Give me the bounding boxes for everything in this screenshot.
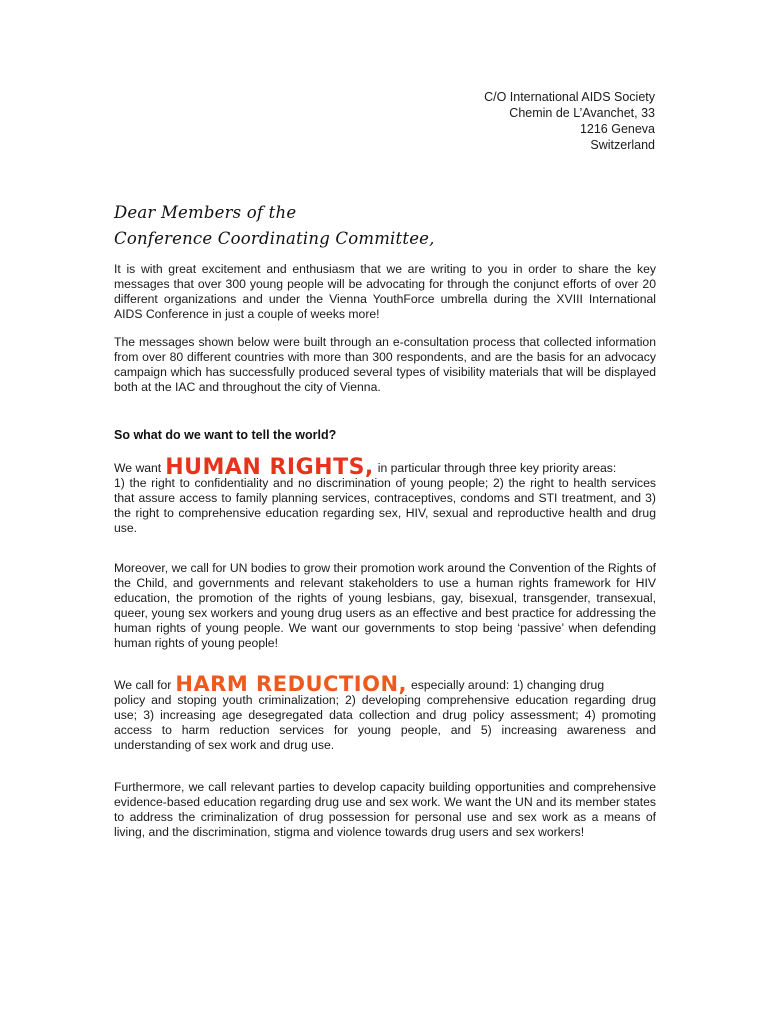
address-line-2: Chemin de L’Avanchet, 33 — [509, 106, 655, 120]
salutation-line-1: Dear Members of the — [114, 203, 297, 222]
address-line-1: C/O International AIDS Society — [484, 90, 655, 104]
human-rights-prefix: We want — [114, 461, 162, 475]
paragraph-human-rights — [114, 455, 656, 536]
paragraph-consultation: The messages shown below were built through an e-consultation process that collected information from over 80 different countries with more than 300 respondents, and are the basis for an advocacy campaign which has successfully produced several types of visibility materials that will be displayed both at the IAC and throughout the city of Vienna. — [114, 335, 656, 394]
harm-reduction-highlight: HARM REDUCTION, — [175, 672, 408, 696]
human-rights-body: 1) the right to confidentiality and no discrimination of young people; 2) the right to health services that assure access to family planning services, contraceptives, condoms and STI treatment, and 3) the right to comprehensive education regarding sex, HIV, sexual and reproductive health and drug use. — [114, 476, 656, 535]
human-rights-highlight: HUMAN RIGHTS, — [165, 455, 374, 480]
harm-reduction-prefix: We call for — [114, 678, 172, 692]
paragraph-intro: It is with great excitement and enthusiasm that we are writing to you in order to share the key messages that over 300 young people will be advocating for through the conjunct efforts of over 20 different organizations and under the Vienna YouthForce umbrella during the XVIII International AIDS Conference in just a couple of weeks more! — [114, 262, 656, 321]
harm-reduction-suffix: especially around: 1) changing drug — [411, 678, 605, 692]
recipient-address — [484, 89, 655, 153]
human-rights-lead-line — [114, 455, 656, 480]
address-line-3: 1216 Geneva — [579, 122, 655, 136]
address-line-4: Switzerland — [590, 138, 655, 152]
salutation-line-2: Conference Coordinating Committee, — [114, 229, 435, 248]
human-rights-suffix: in particular through three key priority areas: — [377, 461, 617, 475]
harm-reduction-lead-line — [114, 672, 656, 696]
salutation — [114, 200, 435, 252]
paragraph-un-bodies: Moreover, we call for UN bodies to grow their promotion work around the Convention of the Rights of the Child, and governments and relevant stakeholders to use a human rights framework for HIV education, the promotion of the rights of young lesbians, gay, bisexual, transgender, transexual, queer, young sex workers and young drug users as an effective and best practice for addressing the human rights of young people. We want our governments to stop being ‘passive’ when defending human rights of young people! — [114, 561, 656, 650]
section-question: So what do we want to tell the world? — [114, 428, 337, 442]
paragraph-harm-reduction — [114, 672, 656, 753]
paragraph-capacity-building: Furthermore, we call relevant parties to develop capacity building opportunities and comprehensive evidence-based education regarding drug use and sex work. We want the UN and its member states to address the criminalization of drug possession for personal use and sex work as a means of living, and the discrimination, stigma and violence towards drug users and sex workers! — [114, 780, 656, 839]
harm-reduction-body: policy and stoping youth criminalization; 2) developing comprehensive education regarding drug use; 3) increasing age desegregated data collection and drug policy assessment; 4) promoting access to harm reduction services for young people, and 5) increasing awareness and understanding of sex work and drug use. — [114, 693, 656, 752]
